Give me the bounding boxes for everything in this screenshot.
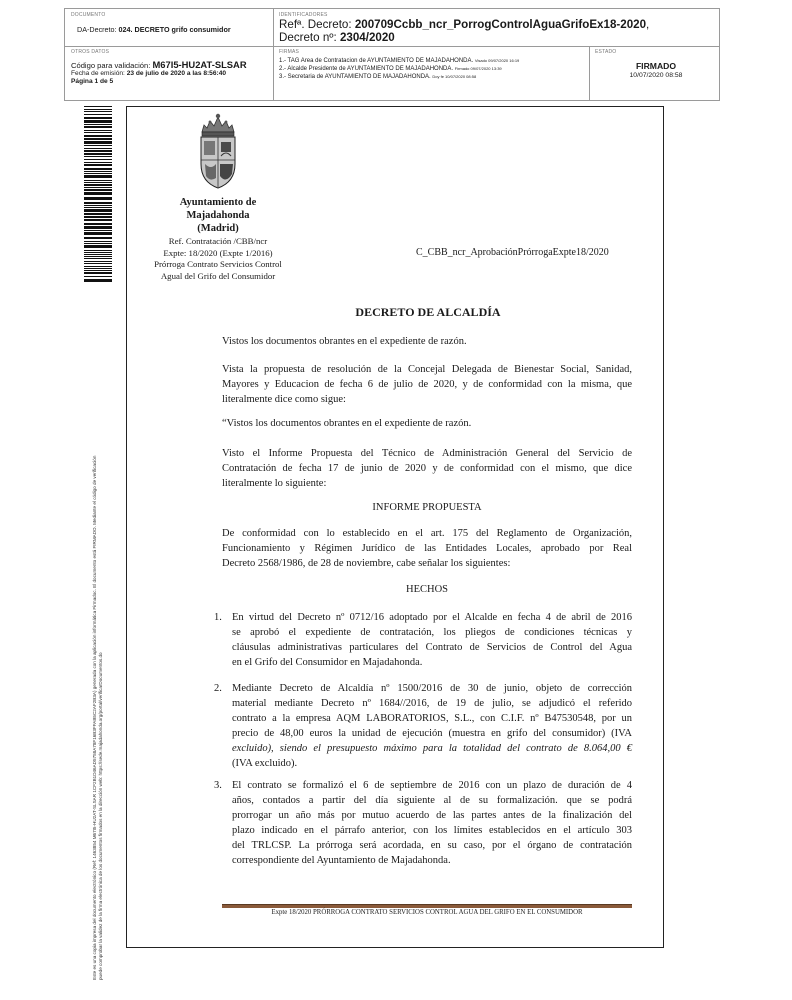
fecha-emision: Fecha de emisión: 23 de julio de 2020 a las 8:56:40	[71, 70, 227, 77]
list-item-number: 1.	[214, 612, 222, 623]
document-header	[64, 8, 720, 101]
firma-item: 1.- TAG Area de Contratacion de AYUNTAMIENTO DE MAJADAHONDA. Visado 09/07/2020 16:19	[279, 58, 520, 64]
paragraph: Vista la propuesta de resolución de la Concejal Delegada de Bienestar Social, Sanidad, Mayores y Educacion de fecha 6 de julio de 2020, y de conformidad con la misma, que literalmente dice como sigue:	[222, 364, 632, 405]
decreto-number: Decreto nº: 2304/2020	[279, 31, 395, 44]
paragraph: De conformidad con lo establecido en el art. 175 del Reglamento de Organización, Funcionamiento y Régimen Jurídico de las Entidades Locales, aprobado por Real Decreto 2568/1986, de 28 de noviembre, cabe señalar los siguientes:	[222, 528, 632, 569]
otros-datos-cell	[71, 49, 271, 101]
footer-text: Expte 18/2020 PRÓRROGA CONTRATO SERVICIOS CONTROL AGUA DEL GRIFO EN EL CONSUMIDOR	[271, 909, 583, 916]
identificadores-cell	[279, 12, 717, 46]
org-name: Ayuntamiento de Majadahonda (Madrid)	[179, 197, 257, 234]
side-text-line: puede comprobar la validez de la firma electrónica de los documentos firmados en la dirección web: https://sede.majadahonda.org/portal/verificarDocumentos.do	[98, 652, 103, 980]
firmas-list	[279, 57, 587, 81]
quote-paragraph: “Vistos los documentos obrantes en el expediente de razón.	[222, 418, 472, 429]
page-count: Página 1 de 5	[71, 78, 114, 85]
documento-cell	[71, 12, 271, 45]
otros-caption: OTROS DATOS	[71, 49, 110, 55]
document-code: C_CBB_ncr_AprobaciónPrórrogaExpte18/2020	[416, 247, 609, 258]
side-text-line: Este es una copia impresa del documento electrónico (Ref: 1463854 M67I5-HU2AT-SLSAR 1CF2B1D46AD5758A78F16B3FFAB5C2AF2B3A) generada con la aplicación informática Firmadoc. El documento está FIRMADO. Mediante el código de verificación	[92, 455, 97, 980]
page-title: DECRETO DE ALCALDÍA	[355, 305, 501, 319]
list-item: En virtud del Decreto nº 0712/16 adoptado por el Alcalde en fecha 4 de abril de 2016 se aprobó el expediente de contratación, los pliegos de condiciones técnicas y cláusulas administrativas particulares del Contrato de Servicios de Control del Agua en el Grifo del Consumidor en Majadahonda.	[232, 612, 632, 668]
estado-cell	[595, 49, 717, 101]
identificadores-caption: IDENTIFICADORES	[279, 12, 328, 18]
codigo-validacion: Código para validación: M67I5-HU2AT-SLSAR	[71, 59, 247, 70]
estado-badge: FIRMADO	[635, 61, 677, 71]
list-item: El contrato se formalizó el 6 de septiembre de 2016 con un plazo de duración de 4 años, contados a partir del día siguiente al de su formalización. que se podrá prorrogar un año más por mutuo acuerdo de las partes antes de la finalización del plazo indicado en el párrafo anterior, con los límites establecidos en el artículo 303 del TRLCSP. La prórroga será acordada, en su caso, por el órgano de contratación correspondiente del Ayuntamiento de Majadahonda.	[232, 780, 632, 866]
list-item-number: 2.	[214, 683, 222, 694]
verification-side-text	[92, 280, 104, 980]
firmas-caption: FIRMAS	[279, 49, 300, 55]
estado-date: 10/07/2020 08:58	[629, 72, 683, 79]
org-references: Ref. Contratación /CBB/ncr Expte: 18/2020 (Expte 1/2016) Prórroga Contrato Servicios Control Agual del Grifo del Consumidor	[154, 236, 282, 281]
paragraph: Vistos los documentos obrantes en el expediente de razón.	[222, 336, 467, 347]
barcode-icon	[84, 106, 112, 282]
list-item: Mediante Decreto de Alcaldía nº 1500/2016 de 30 de junio, objeto de corrección material mediante Decreto nº 1684//2016, de 19 de julio, se adjudicó el referido contrato a la empresa AQM LABORATORIOS, S.L., con C.I.F. nº B47530548, por un precio de 48,00 euros la unidad de ejecución (muestra en grifo del consumidor) (IVA excluido), siendo el presupuesto máximo para la totalidad del contrato de 8.064,00 € (IVA excluido).	[232, 683, 632, 769]
estado-caption: ESTADO	[595, 49, 617, 55]
coat-of-arms-icon	[196, 112, 240, 190]
section-heading: HECHOS	[405, 584, 448, 595]
firma-item: 3.- Secretaria de AYUNTAMIENTO DE MAJADAHONDA. Doy fe 10/07/2020 08:58	[279, 74, 477, 80]
paragraph: Visto el Informe Propuesta del Técnico de Administración General del Servicio de Contratación de fecha 17 de junio de 2020 y de conformidad con el mismo, que dice literalmente lo siguiente:	[222, 448, 632, 489]
firmas-cell	[279, 49, 587, 101]
ref-decreto: Refª. Decreto: 200709Ccbb_ncr_PorrogControlAguaGrifoEx18-2020,	[279, 18, 650, 31]
section-heading: INFORME PROPUESTA	[372, 502, 482, 513]
list-item-number: 3.	[214, 780, 222, 791]
firma-item: 2.- Alcalde Presidente de AYUNTAMIENTO DE MAJADAHONDA. Firmado 09/07/2020 13:39	[279, 66, 502, 72]
documento-value: DA-Decreto: 024. DECRETO grifo consumidor	[77, 25, 231, 34]
documento-caption: DOCUMENTO	[71, 12, 106, 18]
